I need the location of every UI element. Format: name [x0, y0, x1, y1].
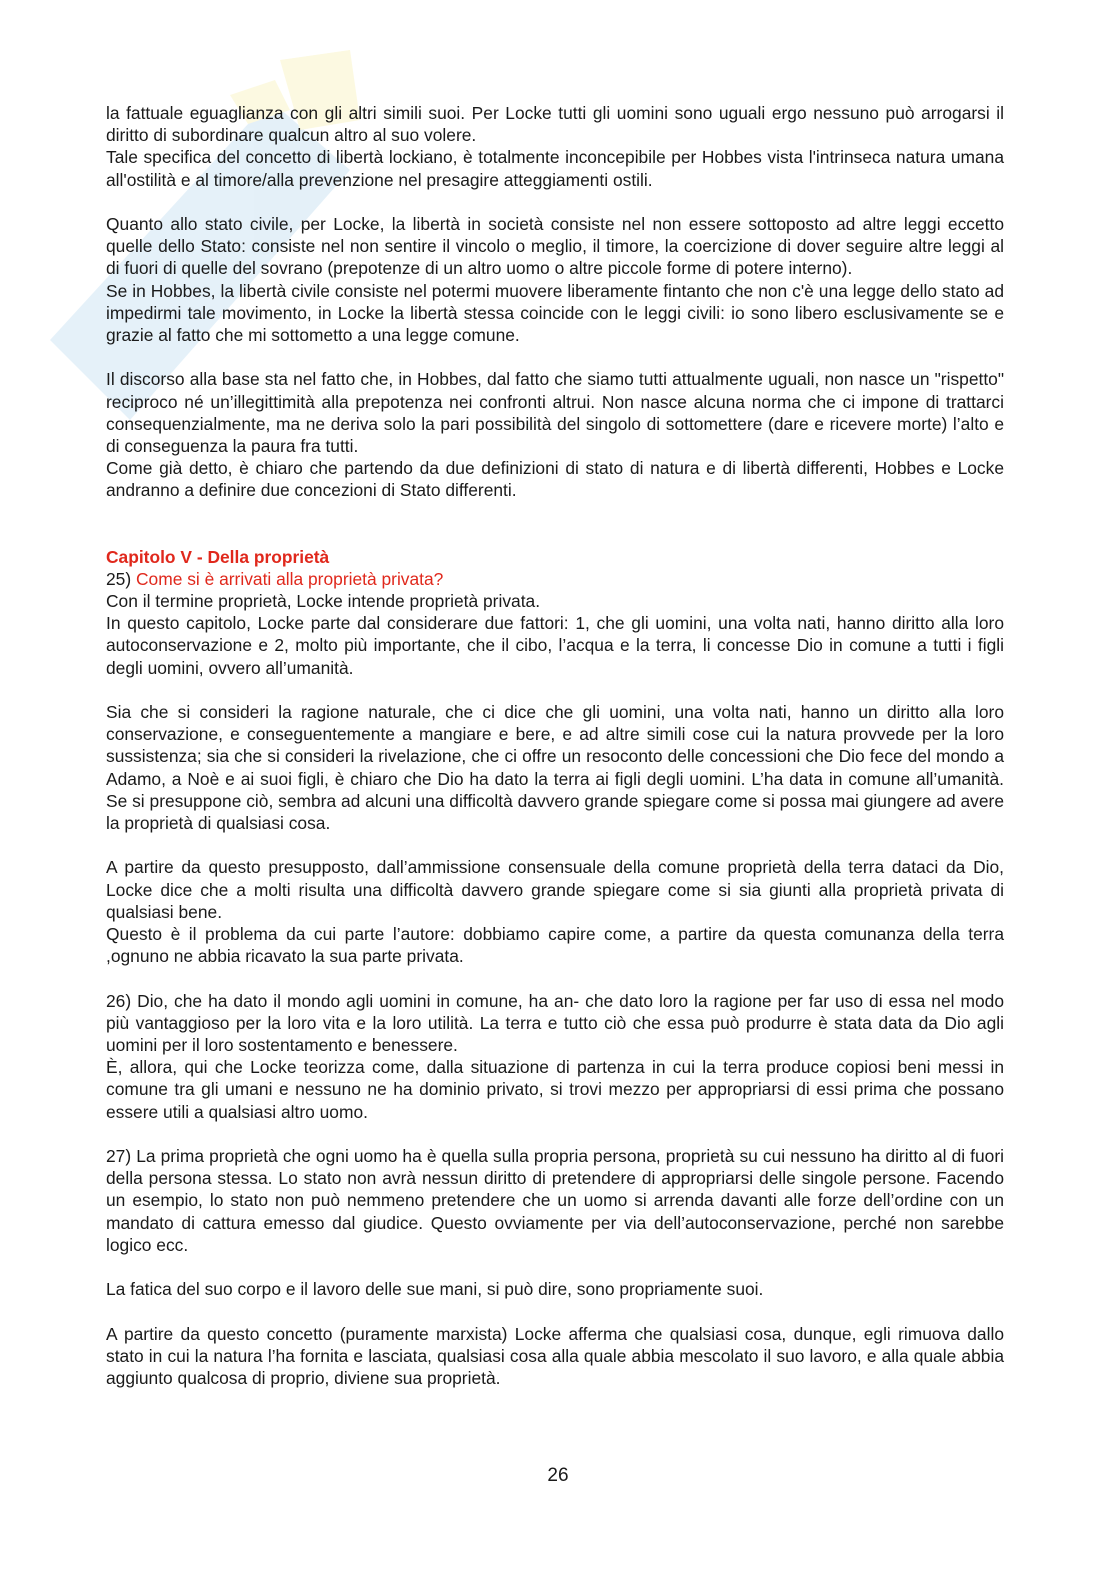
paragraph: Tale specifica del concetto di libertà lockiano, è totalmente inconcepibile per Hobbes vista l'intrinseca natura umana all'ostilità e al timore/alla prevenzione nel presagire atteggiamenti ostili. — [106, 147, 1004, 190]
question-text: Come si è arrivati alla proprietà privata? — [135, 568, 444, 589]
paragraph: Il discorso alla base sta nel fatto che, in Hobbes, dal fatto che siamo tutti attualmente uguali, non nasce un "rispetto" reciproco né un’illegittimità alla prepotenza nei confronti altrui. Non nasce alcuna norma che ci impone di trattarci consequenzialmente, ma ne deriva solo la pari possibilità del singolo di sottomettere (dare e ricevere morte) l’alto e di conseguenza la paura fra tutti. — [106, 369, 1004, 457]
paragraph: Con il termine proprietà, Locke intende proprietà privata. — [106, 591, 541, 612]
paragraph: In questo capitolo, Locke parte dal considerare due fattori: 1, che gli uomini, una volta nati, hanno diritto alla loro autoconservazione e 2, molto più importante, che il cibo, l’acqua e la terra, li concesse Dio in comune a tutti i figli degli uomini, ovvero all’umanità. — [106, 613, 1004, 678]
paragraph: la fattuale eguaglianza con gli altri simili suoi. Per Locke tutti gli uomini sono uguali ergo nessuno può arrogarsi il diritto di subordinare qualcun altro al suo volere. — [106, 103, 1004, 146]
paragraph: A partire da questo concetto (puramente marxista) Locke afferma che qualsiasi cosa, dunque, egli rimuova dallo stato in cui la natura l’ha fornita e lasciata, qualsiasi cosa alla quale abbia mescolato il suo lavoro, e alla quale abbia aggiunto qualcosa di proprio, diviene sua proprietà. — [106, 1323, 1004, 1389]
paragraph: Come già detto, è chiaro che partendo da due definizioni di stato di natura e di libertà differenti, Hobbes e Locke andranno a definire due concezioni di Stato differenti. — [106, 458, 1004, 501]
question-heading — [106, 568, 1004, 590]
paragraph: È, allora, qui che Locke teorizza come, dalla situazione di partenza in cui la terra produce copiosi beni messi in comune tra gli umani e nessuno ne ha dominio privato, si trovi mezzo per appropriarsi di essi prima che possano essere utili a qualsiasi altro uomo. — [106, 1057, 1004, 1122]
page-number: 26 — [547, 1465, 569, 1486]
paragraph: Se in Hobbes, la libertà civile consiste nel potermi muovere liberamente fintanto che non c'è una legge dello stato ad impedirmi tale movimento, in Locke la libertà stessa coincide con le leggi civili: io sono libero esclusivamente se e grazie al fatto che mi sottometto a una legge comune. — [106, 280, 1004, 346]
document-page — [106, 102, 1004, 1389]
paragraph: 27) La prima proprietà che ogni uomo ha è quella sulla propria persona, proprietà su cui nessuno ha diritto al di fuori della persona stessa. Lo stato non avrà nessun diritto di pretendere di appropriarsi delle singole persone. Facendo un esempio, lo stato non può nemmeno pretendere che un uomo si arrenda davanti alle forze dell’ordine con un mandato di cattura emesso dal giudice. Questo ovviamente per via dell’autoconservazione, perché non sarebbe logico ecc. — [106, 1146, 1004, 1255]
paragraph: Questo è il problema da cui parte l’autore: dobbiamo capire come, a partire da questa comunanza della terra ,ognuno ne abbia ricavato la sua parte privata. — [106, 924, 1004, 967]
paragraph: A partire da questo presupposto, dall’ammissione consensuale della comune proprietà della terra dataci da Dio, Locke dice che a molti risulta una difficoltà davvero grande spiegare come si sia giunti alla proprietà privata di qualsiasi bene. — [106, 857, 1004, 922]
paragraph: 26) Dio, che ha dato il mondo agli uomini in comune, ha an- che dato loro la ragione per far uso di essa nel modo più vantaggioso per la loro vita e la loro utilità. La terra e tutto ciò che essa può produrre è stata data da Dio agli uomini per il loro sostentamento e benessere. — [106, 990, 1004, 1056]
paragraph: La fatica del suo corpo e il lavoro delle sue mani, si può dire, sono propriamente suoi. — [106, 1279, 764, 1300]
paragraph: Sia che si consideri la ragione naturale, che ci dice che gli uomini, una volta nati, hanno un diritto alla loro conservazione, e conseguentemente a mangiare e bere, e ad altre simili cose cui la natura provvede per la loro sussistenza; sia che si consideri la rivelazione, che ci offre un resoconto delle concessioni che Dio fece del mondo a Adamo, a Noè e ai suoi figli, è chiaro che Dio ha dato la terra ai figli degli uomini. L’ha data in comune all’umanità. Se si presuppone ciò, sembra ad alcuni una difficoltà davvero grande spiegare come si possa mai giungere ad avere la proprietà di qualsiasi cosa. — [106, 702, 1004, 834]
question-number: 25) — [106, 568, 132, 589]
chapter-title: Capitolo V - Della proprietà — [106, 546, 330, 567]
paragraph: Quanto allo stato civile, per Locke, la libertà in società consiste nel non essere sottoposto ad altre leggi eccetto quelle dello Stato: consiste nel non sentire il vincolo o meglio, il timore, la coercizione di dover seguire altre leggi al di fuori di quelle del sovrano (prepotenze di un altro uomo o altre piccole forme di potere interno). — [106, 214, 1004, 279]
